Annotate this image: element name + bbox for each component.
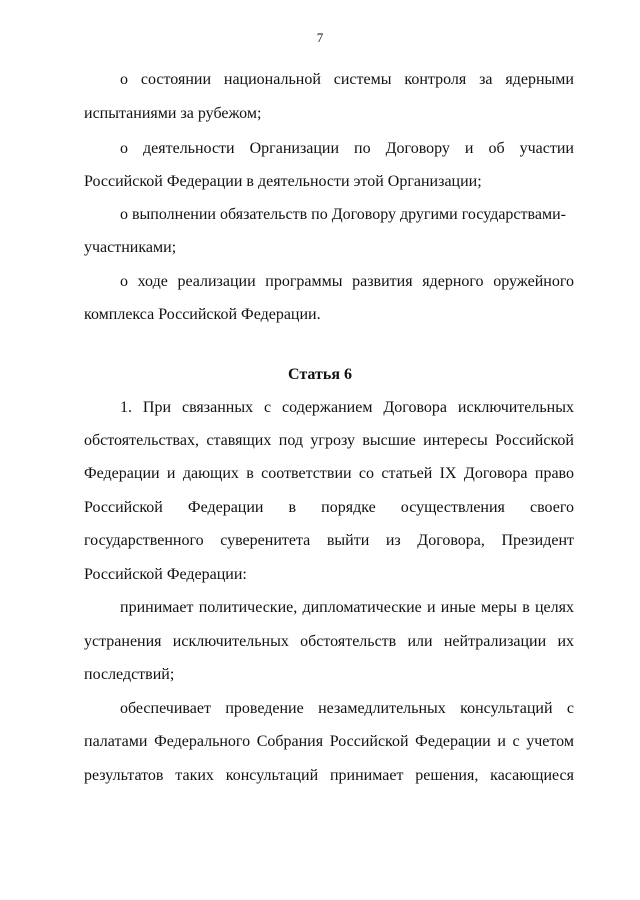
paragraph-line: Федерации и дающих в соответствии со статьей IX Договора право (84, 465, 574, 482)
paragraph-line: Российской Федерации: (84, 566, 247, 583)
paragraph-line: принимает политические, дипломатические и иные меры в целях (120, 599, 574, 616)
paragraph-line: 1. При связанных с содержанием Договора исключительных (120, 399, 574, 416)
paragraph-line: о деятельности Организации по Договору и об участии (120, 140, 574, 157)
page-number: 7 (316, 30, 324, 45)
paragraph-line: о выполнении обязательств по Договору другими государствами- (120, 206, 566, 223)
paragraph-line: участниками; (84, 239, 177, 256)
article-heading: Статья 6 (288, 366, 352, 383)
paragraph-line: результатов таких консультаций принимает решения, касающиеся (84, 767, 574, 784)
paragraph-line: палатами Федерального Собрания Российской Федерации и с учетом (84, 733, 574, 750)
paragraph-line: последствий; (84, 666, 175, 683)
paragraph-line: устранения исключительных обстоятельств или нейтрализации их (84, 633, 574, 650)
paragraph-line: испытаниями за рубежом; (84, 105, 262, 122)
paragraph-line: о состоянии национальной системы контроля за ядерными (120, 71, 574, 88)
paragraph-line: Российской Федерации в деятельности этой Организации; (84, 173, 482, 190)
paragraph-line: Российской Федерации в порядке осуществления своего (84, 499, 574, 516)
paragraph-line: о ходе реализации программы развития ядерного оружейного (120, 273, 574, 290)
paragraph-line: обстоятельствах, ставящих под угрозу высшие интересы Российской (84, 432, 574, 449)
paragraph-line: государственного суверенитета выйти из Договора, Президент (84, 532, 574, 549)
paragraph-line: комплекса Российской Федерации. (84, 306, 321, 323)
paragraph-line: обеспечивает проведение незамедлительных консультаций с (120, 700, 574, 717)
